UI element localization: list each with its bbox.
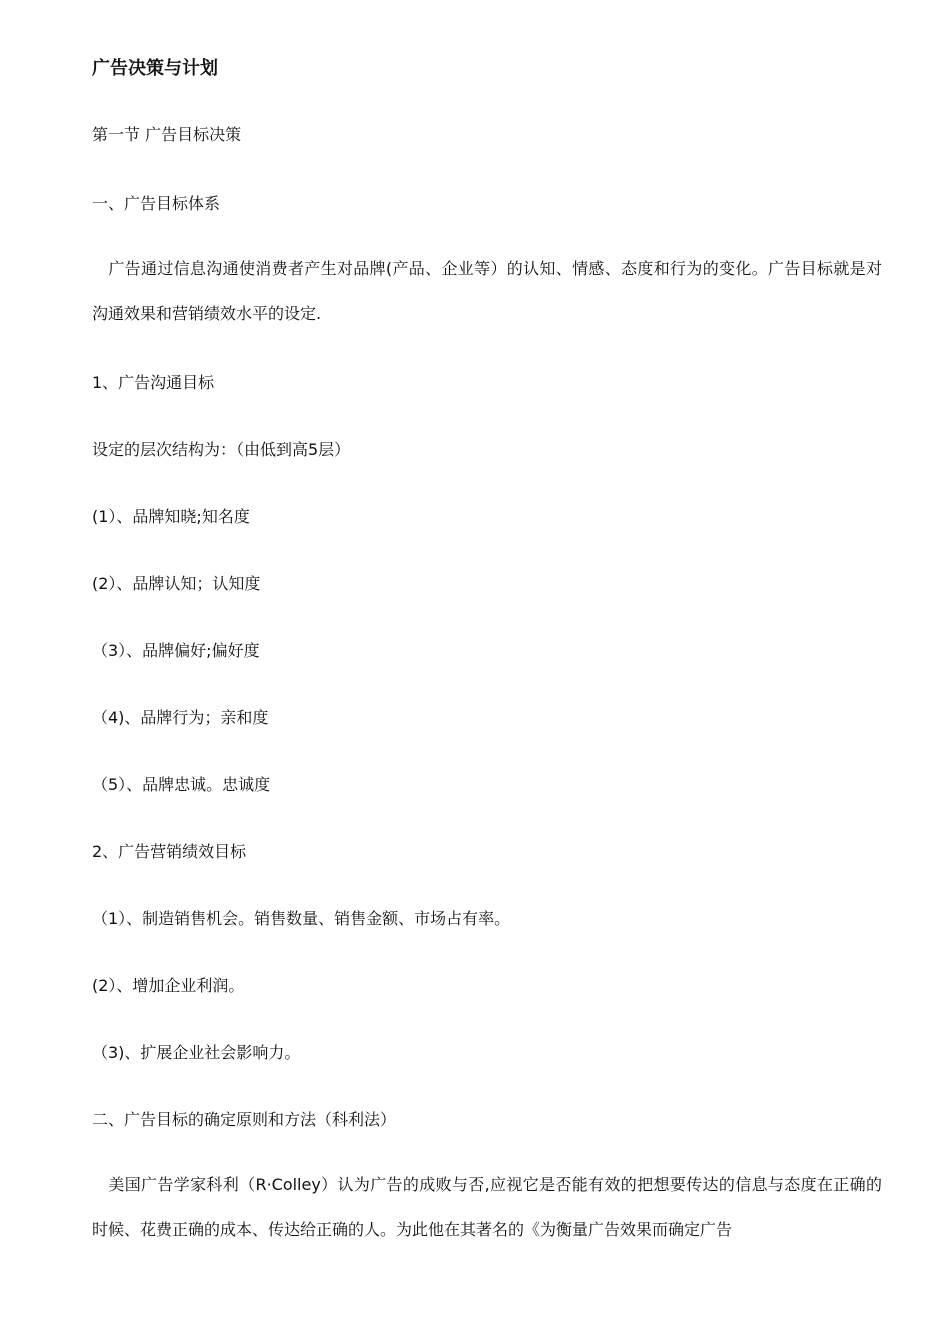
section-heading: 第一节 广告目标决策 bbox=[92, 125, 242, 144]
level-item-3: （3）、品牌偏好;偏好度 bbox=[92, 641, 260, 660]
level-item-4: （4)、品牌行为；亲和度 bbox=[92, 708, 269, 727]
sub-heading-1: 1、广告沟通目标 bbox=[92, 373, 215, 392]
level-item-1: (1）、品牌知晓;知名度 bbox=[92, 507, 250, 526]
heading-1: 一、广告目标体系 bbox=[92, 194, 221, 213]
performance-item-2: (2）、增加企业利润。 bbox=[92, 976, 245, 995]
performance-item-1: （1）、制造销售机会。销售数量、销售金额、市场占有率。 bbox=[92, 909, 511, 928]
document-title: 广告决策与计划 bbox=[92, 58, 218, 79]
level-item-5: （5）、品牌忠诚。忠诚度 bbox=[92, 775, 271, 794]
sub-heading-2: 2、广告营销绩效目标 bbox=[92, 842, 247, 861]
levels-intro: 设定的层次结构为：（由低到高5层） bbox=[92, 440, 351, 459]
heading-2: 二、广告目标的确定原则和方法（科利法） bbox=[92, 1110, 397, 1129]
performance-item-3: （3)、扩展企业社会影响力。 bbox=[92, 1043, 301, 1062]
intro-paragraph: 广告通过信息沟通使消费者产生对品牌(产品、企业等）的认知、情感、态度和行为的变化。广告目标就是对沟通效果和营销绩效水平的设定. bbox=[92, 259, 882, 323]
colley-paragraph: 美国广告学家科利（R·Colley）认为广告的成败与否,应视它是否能有效的把想要传达的信息与态度在正确的时候、花费正确的成本、传达给正确的人。为此他在其著名的《为衡量广告效果而确定广告 bbox=[92, 1175, 882, 1239]
level-item-2: (2）、品牌认知；认知度 bbox=[92, 574, 261, 593]
